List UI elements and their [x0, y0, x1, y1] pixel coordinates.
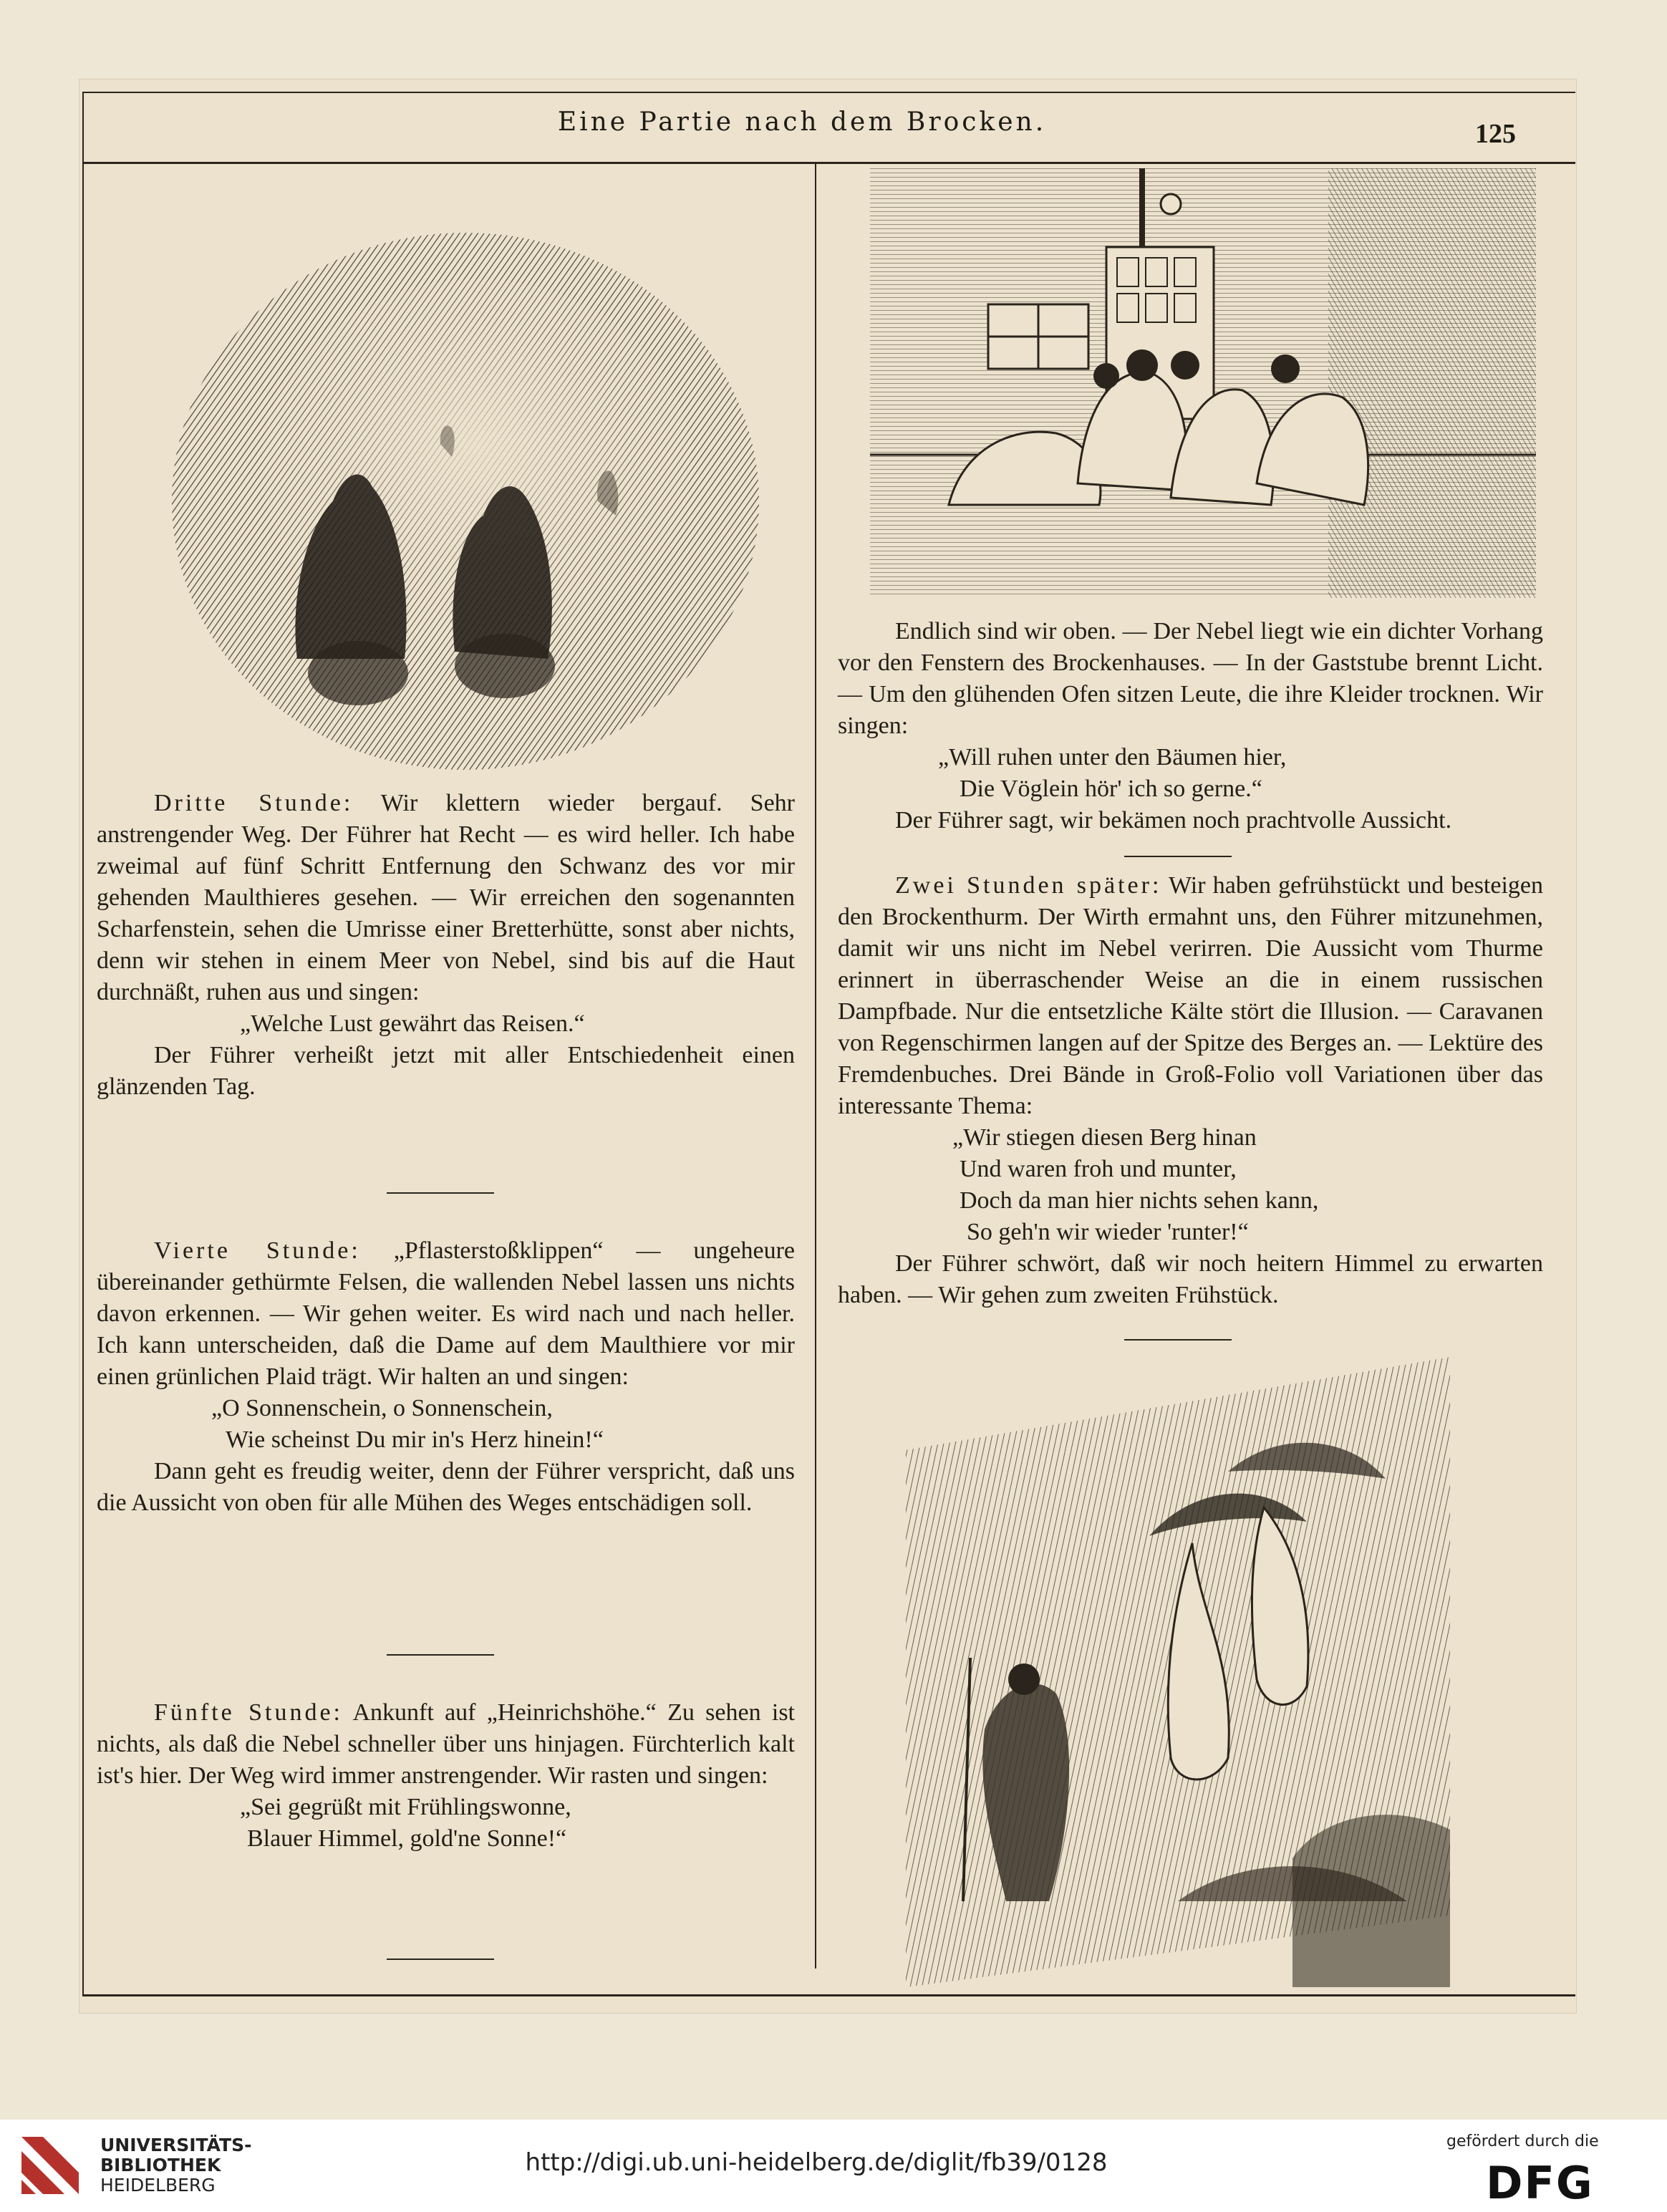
left-column-section-4: [97, 1235, 795, 1519]
section-fourth-hour: [97, 1235, 795, 1393]
section-after-text: Der Führer verheißt jetzt mit aller Entschiedenheit einen glänzenden Tag.: [97, 1042, 795, 1100]
section-text: Wir haben gefrühstückt und besteigen den Brockenthurm. Der Wirth ermahnt uns, den Führer mitzunehmen, damit wir uns nicht im Nebel verirren. Die Aussicht vom Thurme erinnert in überraschender Weise an die in einem russischen Dampfbade. Nur die entsetzliche Kälte stört die Illusion. — Caravanen von Regenschirmen langen auf der Spitze des Berges an. — Lektüre des Fremdenbuches. Drei Bände in Groß-Folio voll Variationen über das interessante Thema:: [838, 872, 1543, 1119]
verse-line: Wie scheinst Du mir in's Herz hinein!“: [226, 1426, 604, 1453]
section-separator: [387, 1959, 494, 1960]
illustration-riders-in-fog: [168, 229, 763, 773]
section-separator: [1124, 1339, 1232, 1341]
library-name-line: HEIDELBERG: [100, 2175, 216, 2196]
verse-block: [97, 1393, 795, 1456]
travellers-in-rain-engraving: [892, 1357, 1457, 1987]
section-lead: Zwei Stunden später:: [895, 872, 1162, 899]
library-name: [100, 2135, 251, 2196]
illustration-gaststube-stove: [870, 168, 1536, 598]
column-divider-rule: [815, 164, 816, 1969]
section-lead: Dritte Stunde:: [154, 790, 354, 816]
section-text: „Pflasterstoßklippen“ — ungeheure übereinander gethürmte Felsen, die wallenden Nebel lassen uns nichts davon erkennen. — Wir gehen weiter. Es wird nach und nach heller. Ich kann unterscheiden, daß die Dame auf dem Maulthiere vor mir einen grünlichen Plaid trägt. Wir halten an und singen:: [97, 1237, 796, 1390]
verse-block: [838, 1122, 1543, 1248]
section-after-text: Der Führer schwört, daß wir noch heitern Himmel zu erwarten haben. — Wir gehen zum zweiten Frühstück.: [838, 1250, 1543, 1308]
header-rule-bottom: [82, 162, 1575, 164]
section-lead: Fünfte Stunde:: [154, 1699, 343, 1726]
section-arrival-top: Endlich sind wir oben. — Der Nebel liegt wie ein dichter Vorhang vor den Fenstern des Brockenhauses. — In der Gaststube brennt Licht. — Um den glühenden Ofen sitzen Leute, die ihre Kleider trocknen. Wir singen:: [838, 618, 1543, 739]
verse-line: So geh'n wir wieder 'runter!“: [967, 1219, 1249, 1245]
library-logo-icon: [14, 2130, 86, 2201]
section-after-text: Dann geht es freudig weiter, denn der Führer verspricht, daß uns die Aussicht von oben für alle Mühen des Weges entschädigen soll.: [97, 1458, 795, 1516]
section-third-hour: [97, 788, 795, 1008]
riders-in-fog-engraving: [168, 229, 763, 773]
left-column-section-5: [97, 1697, 795, 1855]
section-after-text: Der Führer sagt, wir bekämen noch prachtvolle Aussicht.: [895, 807, 1452, 834]
section-separator: [387, 1192, 494, 1194]
page-number: 125: [1475, 119, 1516, 149]
right-column-section-7: [838, 870, 1543, 1311]
left-frame-rule: [82, 92, 84, 1996]
verse-line: „Sei gegrüßt mit Frühlingswonne,: [240, 1794, 571, 1820]
library-name-line: BIBLIOTHEK: [100, 2155, 221, 2175]
verse-line: „Will ruhen unter den Bäumen hier,: [938, 744, 1287, 771]
verse-line: Doch da man hier nichts sehen kann,: [960, 1187, 1319, 1214]
section-text: Ankunft auf „Heinrichshöhe.“ Zu sehen ist nichts, als daß die Nebel schneller über uns hinjagen. Fürchterlich kalt ist's hier. Der Weg wird immer anstrengender. Wir rasten und singen:: [97, 1699, 796, 1789]
right-column: [838, 616, 1543, 836]
library-name-line: UNIVERSITÄTS-: [100, 2135, 252, 2155]
verse-block: [97, 1792, 795, 1855]
section-separator: [387, 1654, 494, 1656]
section-two-hours-later: [838, 870, 1543, 1122]
permalink-url[interactable]: http://digi.ub.uni-heidelberg.de/diglit/fb39/0128: [525, 2148, 1108, 2177]
verse-block: [838, 742, 1543, 805]
bottom-rule: [82, 1994, 1575, 1996]
illustration-travellers-in-rain: [892, 1357, 1457, 1987]
section-fifth-hour: [97, 1697, 795, 1792]
left-column: [97, 788, 795, 1103]
verse-line: „Welche Lust gewährt das Reisen.“: [240, 1010, 585, 1037]
gaststube-engraving: [870, 168, 1536, 598]
dfg-logo: DFG: [1486, 2157, 1594, 2209]
verse-line: „Wir stiegen diesen Berg hinan: [952, 1124, 1257, 1151]
section-separator: [1124, 856, 1232, 857]
verse-block: [97, 1008, 795, 1040]
running-title: Eine Partie nach dem Brocken.: [557, 107, 1047, 137]
section-text: Wir klettern wieder bergauf. Sehr anstrengender Weg. Der Führer hat Recht — es wird heller. Ich habe zweimal auf fünf Schritt Entfernung den Schwanz des vor mir gehenden Maulthieres gesehen. — Wir erreichen den sogenannten Scharfenstein, sehen die Umrisse einer Bretterhütte, sonst aber nichts, denn wir stehen in einem Meer von Nebel, sind bis auf die Haut durchnäßt, ruhen aus und singen:: [97, 790, 796, 1005]
verse-line: Die Vöglein hör' ich so gerne.“: [960, 776, 1262, 802]
header-rule-top: [82, 92, 1575, 93]
funded-by-label: gefördert durch die: [1446, 2133, 1599, 2150]
verse-line: „O Sonnenschein, o Sonnenschein,: [211, 1395, 553, 1421]
verse-line: Und waren froh und munter,: [960, 1156, 1237, 1182]
section-lead: Vierte Stunde:: [154, 1237, 361, 1264]
digitization-footer: [0, 2120, 1667, 2212]
verse-line: Blauer Himmel, gold'ne Sonne!“: [247, 1825, 567, 1852]
